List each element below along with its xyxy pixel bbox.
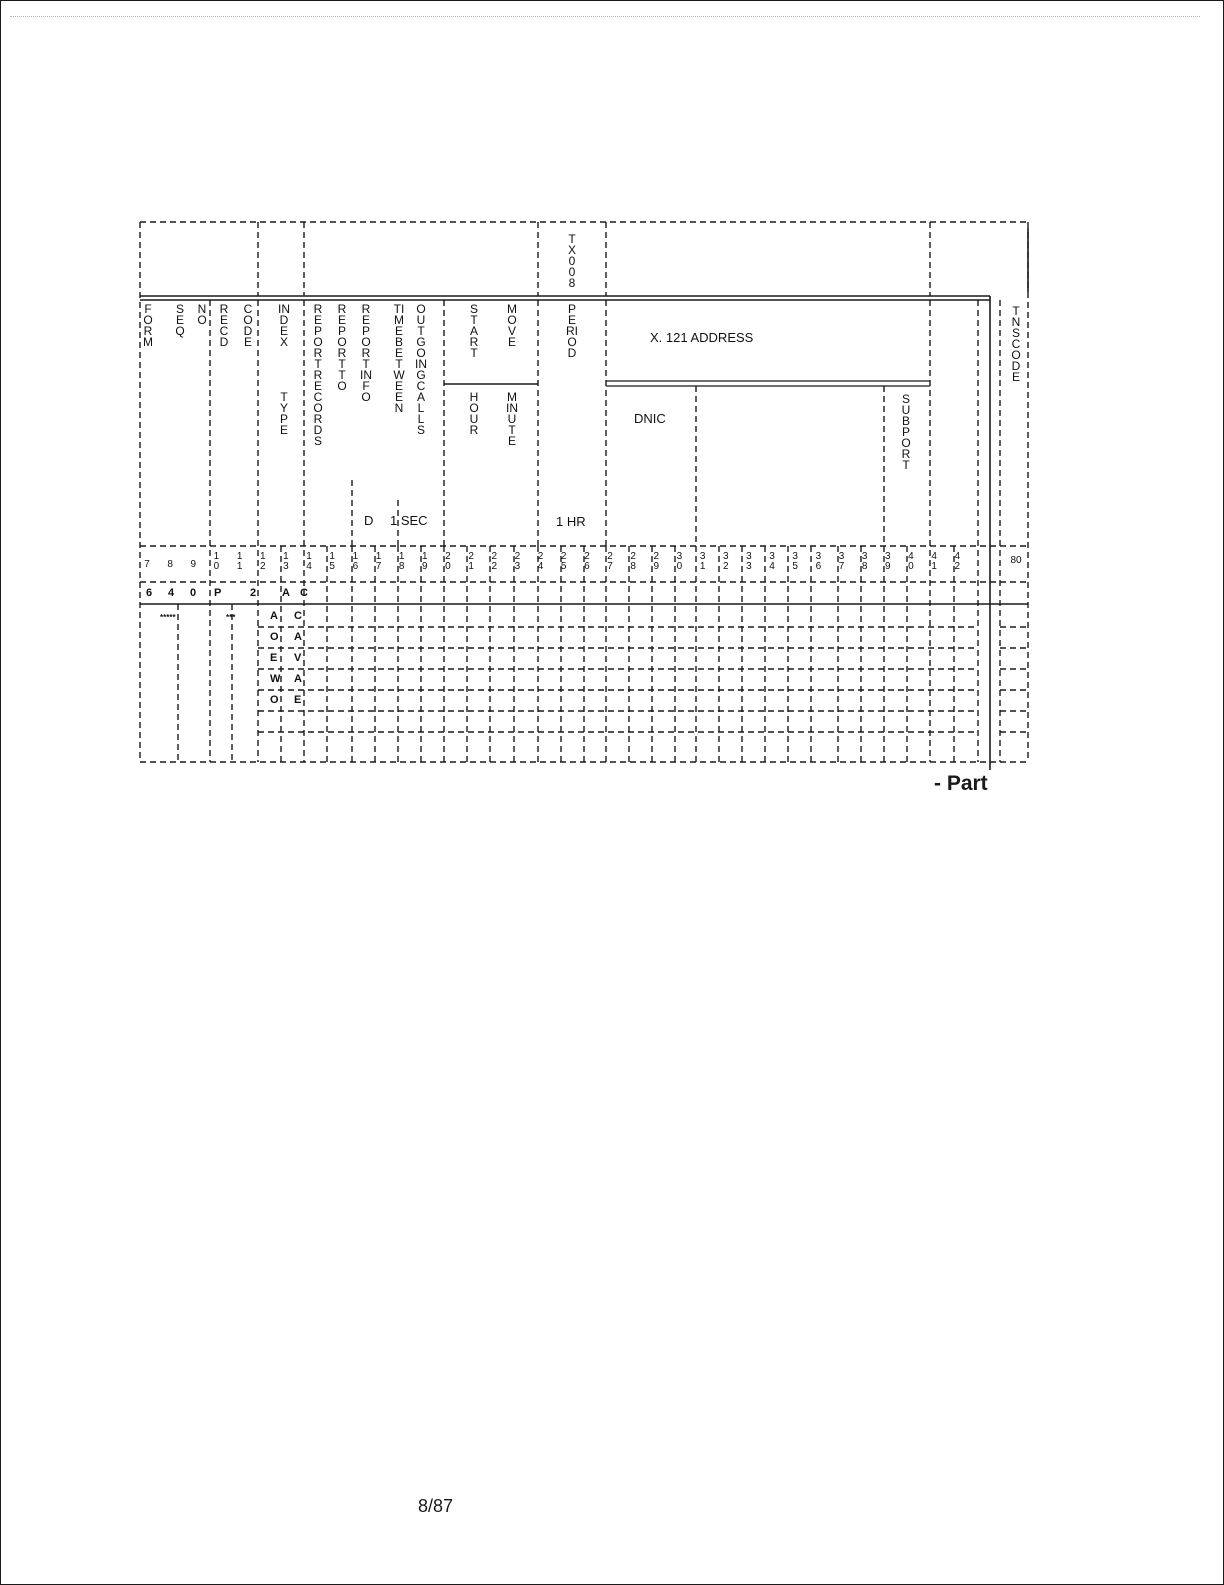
index-row-5-a: O — [270, 694, 279, 706]
index-row-4-a: W — [270, 673, 281, 685]
column-number-36: 36 — [815, 551, 822, 572]
index-value-1: A — [282, 587, 290, 599]
column-number-12: 12 — [259, 551, 266, 572]
index-row-2-a: O — [270, 631, 279, 643]
index-row-5-b: E — [294, 694, 302, 706]
column-number-40: 40 — [908, 551, 914, 572]
index-label: INDEX — [278, 302, 290, 349]
form-label: FORM — [143, 302, 153, 349]
column-number-10: 10 — [213, 551, 220, 572]
index-row-1-b: C — [294, 610, 302, 622]
unit-1hr: 1 HR — [556, 514, 586, 529]
trans-code-label: TNS CODE — [1011, 304, 1021, 384]
hour-label: HOUR — [469, 390, 479, 437]
column-number-38: 38 — [861, 551, 868, 572]
column-number-29: 29 — [653, 551, 660, 572]
tx008-label: TX008 — [567, 232, 576, 290]
column-number-32: 32 — [722, 551, 729, 572]
column-number-41: 41 — [931, 551, 937, 572]
period-label: PERIOD — [566, 302, 578, 360]
start-label: START — [469, 302, 479, 360]
column-number-16: 16 — [352, 551, 359, 572]
form-value: 6 — [146, 587, 153, 599]
column-number-28: 28 — [630, 551, 636, 572]
column-number-15: 15 — [329, 551, 335, 572]
row1-mark-b: *** — [226, 613, 236, 622]
no-label: NO — [197, 302, 207, 327]
column-number-30: 30 — [676, 551, 683, 572]
row1-mark: ***** — [160, 613, 176, 622]
column-number-24: 24 — [537, 551, 544, 572]
part-label: - Part — [934, 772, 988, 795]
recd-label: RECD — [219, 302, 229, 349]
column-number-20: 20 — [445, 551, 451, 572]
column-number-35: 35 — [792, 551, 798, 572]
d-mark: D — [364, 513, 374, 528]
column-number-21: 21 — [468, 551, 474, 572]
index-row-2-b: A — [294, 631, 302, 643]
index-row-3-b: V — [294, 652, 302, 664]
time-between-label: TIME BETWEEN — [393, 302, 405, 415]
report-info-label: REPORT INFO — [360, 302, 372, 404]
column-number-22: 22 — [491, 551, 498, 572]
seq-value-2: 0 — [190, 587, 197, 599]
x121-address-label: X. 121 ADDRESS — [650, 330, 754, 345]
seq-value-1: 4 — [168, 587, 175, 599]
sub-port-label: SUB PORT — [901, 392, 911, 472]
column-number-13: 13 — [283, 551, 289, 572]
column-number-80: 80 — [1010, 555, 1022, 566]
column-number-34: 34 — [769, 551, 775, 572]
column-number-7: 7 — [144, 559, 150, 570]
seq-label: SEQ — [175, 302, 185, 338]
column-number-18: 18 — [398, 551, 405, 572]
move-label: MOVE — [507, 302, 517, 349]
index-row-1-a: A — [270, 610, 278, 622]
index-row-4-b: A — [294, 673, 302, 685]
type-label: TYPE — [279, 390, 288, 437]
column-number-33: 33 — [746, 551, 752, 572]
minute-label: MINUTE — [506, 390, 518, 448]
index-value-2: C — [300, 587, 308, 599]
column-number-37: 37 — [838, 551, 845, 572]
column-number-19: 19 — [422, 551, 428, 572]
column-number-27: 27 — [607, 551, 613, 572]
outgoing-calls-label: OUTGOING CALLS — [415, 302, 427, 437]
code-value: 2 — [250, 587, 257, 599]
column-number-8: 8 — [167, 559, 173, 570]
column-number-31: 31 — [699, 551, 706, 572]
column-number-39: 39 — [885, 551, 891, 572]
column-number-42: 42 — [954, 551, 961, 572]
report-records-label: REPORT RECORDS — [313, 302, 323, 448]
column-number-25: 25 — [560, 551, 567, 572]
footer-date: 8/87 — [418, 1496, 454, 1516]
dnic-label: DNIC — [634, 411, 666, 426]
column-number-11: 11 — [236, 551, 243, 572]
column-number-9: 9 — [190, 559, 197, 570]
code-label: CODE — [243, 302, 253, 349]
report-to-label: REPORT TO — [337, 302, 347, 393]
column-number-14: 14 — [306, 551, 312, 572]
index-row-3-a: E — [270, 652, 278, 664]
column-number-17: 17 — [375, 551, 382, 572]
column-number-23: 23 — [514, 551, 521, 572]
unit-1sec: 1 SEC — [390, 513, 428, 528]
column-number-26: 26 — [584, 551, 590, 572]
recd-value: P — [214, 587, 222, 599]
